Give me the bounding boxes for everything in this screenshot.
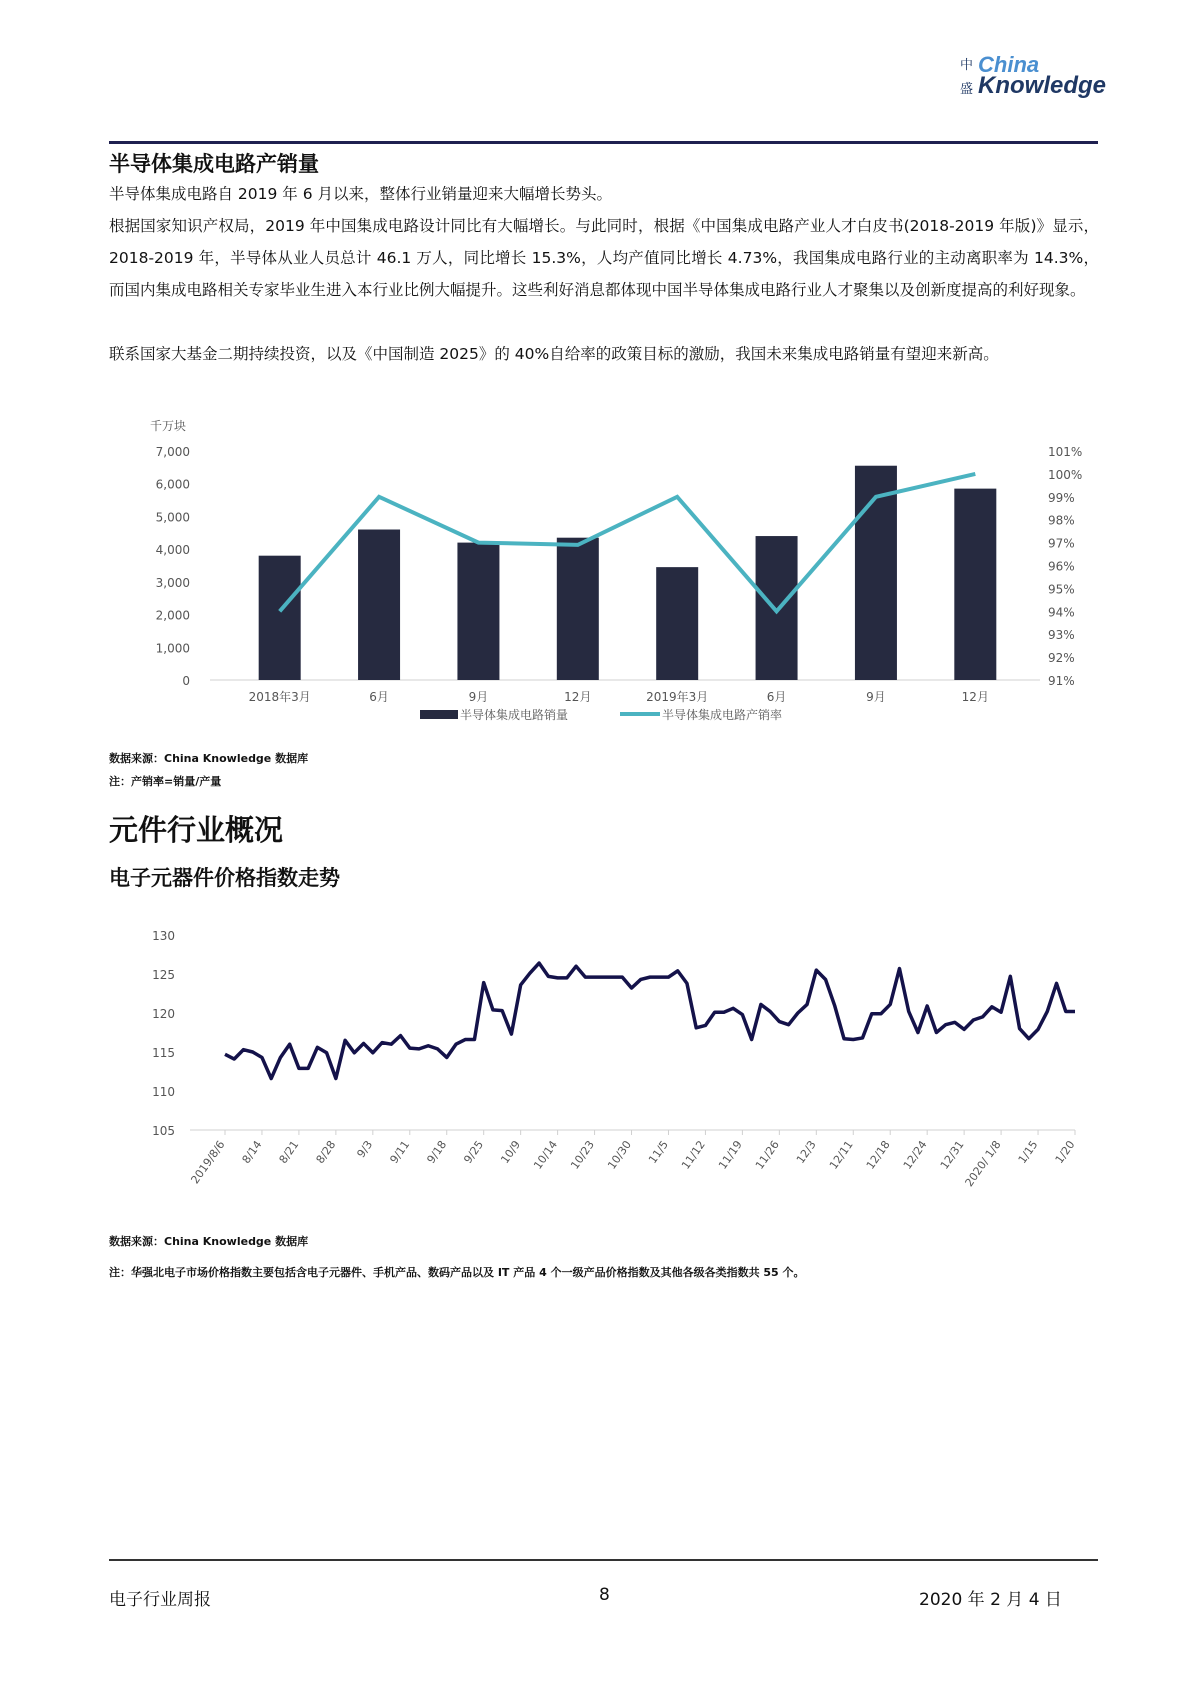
y-tick-label: 7,000 [155,445,190,459]
y2-tick-label: 98% [1048,513,1075,528]
y-tick-label: 105 [152,1124,175,1138]
footer-left: 电子行业周报 [109,1590,211,1610]
china-knowledge-logo [960,52,1107,106]
footer-rule [109,1559,1098,1561]
paragraph-2: 根据国家知识产权局，2019 年中国集成电路设计同比有大幅增长。与此同时，根据《中国集成电路产业人才白皮书(2018-2019 年版)》显示，2018-2019 年，半导体从业人员总计 46.1 万人，同比增长 15.3%，人均产值同比增长 4.73%，我国集成电路行业的主动离职率为 14.3%，而国内集成电路相关专家毕业生进入本行业比例大幅提升。这些利好消息都体现中国半导体集成电路行业人才聚集以及创新度提高的利好现象。 [109,217,1099,299]
y-tick-label: 0 [182,674,190,688]
bar [358,530,400,680]
y-tick-label: 2,000 [155,608,190,623]
price-index-line-chart [130,915,1100,1195]
x-tick-label: 12/18 [863,1138,893,1172]
y2-tick-label: 95% [1048,582,1075,597]
logo-line2: Knowledge [978,72,1107,99]
x-tick-label: 12/3 [793,1138,819,1166]
x-tick-label: 2020/ 1/8 [962,1138,1004,1190]
y2-tick-label: 94% [1048,605,1075,620]
x-tick-label: 2019年3月 [646,690,709,704]
x-tick-label: 2018年3月 [248,690,311,704]
section-title: 半导体集成电路产销量 [109,152,319,176]
logo-cn-top: 中 [960,58,974,73]
x-tick-label: 9月 [468,690,489,704]
x-tick-label: 9/11 [387,1138,413,1166]
y2-tick-label: 97% [1048,536,1075,551]
y-tick-label: 6,000 [155,477,190,492]
y2-tick-label: 100% [1048,467,1083,482]
y-tick-label: 115 [152,1046,175,1060]
legend-label-rate: 半导体集成电路产销率 [662,708,783,722]
footer-page-number: 8 [599,1585,610,1605]
x-tick-label: 10/14 [531,1138,561,1172]
x-tick-label: 12/31 [937,1138,967,1172]
x-tick-label: 6月 [369,690,389,704]
y2-tick-label: 91% [1048,674,1075,688]
x-tick-label: 6月 [766,690,787,704]
x-tick-label: 12/24 [900,1138,930,1172]
sales-bar-line-chart [130,415,1100,735]
y-tick-label: 5,000 [155,510,190,525]
legend-swatch-sales [420,710,458,719]
logo-cn-bottom: 盛 [960,82,974,97]
chart2-source: 数据来源：China Knowledge 数据库 [109,1235,309,1248]
x-tick-label: 11/12 [679,1138,708,1172]
x-tick-label: 11/5 [646,1138,671,1166]
bar [656,567,698,680]
chart2-note: 注：华强北电子市场价格指数主要包括含电子元器件、手机产品、数码产品以及 IT 产品 4 个一级产品价格指数及其他各级各类指数共 55 个。 [109,1266,805,1279]
x-tick-label: 8/14 [239,1138,265,1166]
footer-date: 2020 年 2 月 4 日 [919,1590,1062,1610]
y-tick-label: 120 [152,1007,175,1021]
x-tick-label: 11/19 [716,1138,745,1172]
y2-tick-label: 93% [1048,628,1075,643]
x-tick-label: 12月 [564,690,592,704]
legend-label-sales: 半导体集成电路销量 [460,708,569,722]
bar [259,556,301,680]
x-tick-label: 9/25 [461,1138,487,1166]
x-tick-label: 10/9 [498,1138,524,1166]
x-tick-label: 8/21 [276,1138,302,1166]
price-index-line [225,963,1075,1078]
x-tick-label: 9/18 [424,1138,450,1166]
bar [954,489,996,680]
x-tick-label: 9/3 [354,1138,376,1161]
bar [756,536,798,680]
chart1-source: 数据来源：China Knowledge 数据库 [109,752,309,765]
section2-title: 元件行业概况 [109,813,284,847]
chart1-note: 注：产销率=销量/产量 [109,775,222,788]
x-tick-label: 10/23 [568,1138,598,1172]
y-tick-label: 3,000 [155,575,190,590]
bar [457,543,499,680]
y-tick-label: 4,000 [155,543,190,558]
header-rule [109,141,1098,144]
x-tick-label: 1/20 [1052,1138,1078,1166]
section2-subtitle: 电子元器件价格指数走势 [109,866,340,890]
y-tick-label: 1,000 [155,641,190,656]
paragraph-1: 半导体集成电路自 2019 年 6 月以来，整体行业销量迎来大幅增长势头。 [109,185,613,203]
y2-tick-label: 92% [1048,651,1075,666]
y-tick-label: 110 [152,1085,175,1099]
x-tick-label: 10/30 [605,1138,634,1172]
y-tick-label: 130 [152,929,175,943]
y2-tick-label: 101% [1048,445,1083,459]
x-tick-label: 9月 [866,690,886,704]
y2-tick-label: 96% [1048,559,1075,574]
logo-line1: China [978,52,1040,77]
bar [557,538,599,680]
y2-tick-label: 99% [1048,490,1075,505]
x-tick-label: 1/15 [1015,1138,1041,1166]
x-tick-label: 11/26 [752,1138,782,1172]
paragraph-3: 联系国家大基金二期持续投资，以及《中国制造 2025》的 40%自给率的政策目标的激励，我国未来集成电路销量有望迎来新高。 [109,345,999,363]
x-tick-label: 12月 [961,690,989,704]
y-axis-unit: 千万块 [150,419,187,433]
x-tick-label: 12/11 [826,1138,856,1172]
y-tick-label: 125 [152,968,175,982]
x-tick-label: 2019/8/6 [188,1138,228,1187]
x-tick-label: 8/28 [313,1138,339,1166]
